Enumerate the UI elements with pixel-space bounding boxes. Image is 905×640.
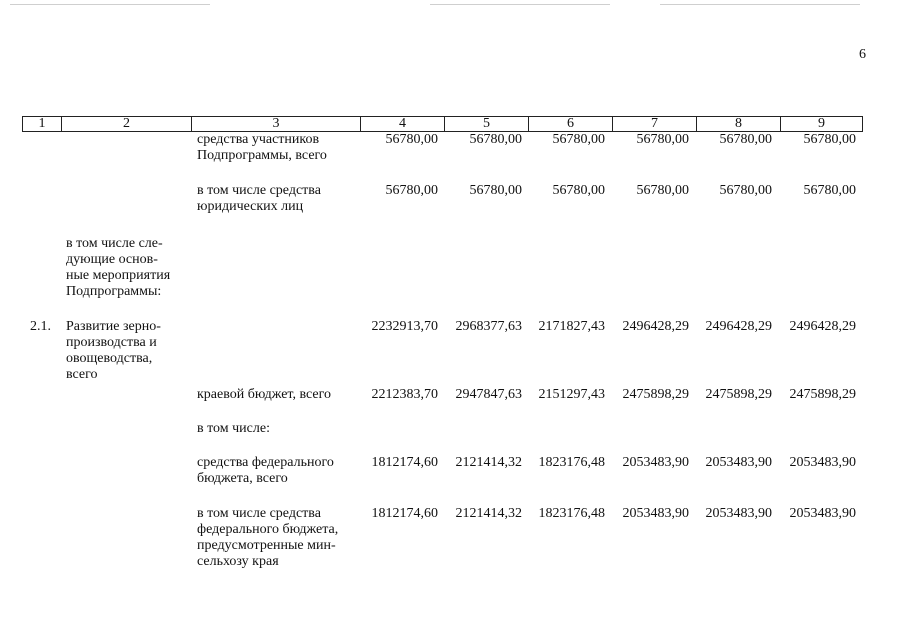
row-value-col9: 2053483,90 bbox=[789, 455, 856, 470]
row-value-col9: 56780,00 bbox=[803, 183, 856, 198]
header-col-1: 1 bbox=[22, 116, 61, 132]
row-source: средства федерального бюджета, всего bbox=[197, 455, 334, 486]
row-name: Развитие зерно- производства и овощеводства, всего bbox=[66, 319, 161, 382]
row-value-col5: 2968377,63 bbox=[455, 319, 522, 334]
scan-artifact bbox=[430, 4, 610, 5]
row-value-col4: 2212383,70 bbox=[371, 387, 438, 402]
row-value-col4: 1812174,60 bbox=[371, 455, 438, 470]
row-value-col5: 2121414,32 bbox=[455, 506, 522, 521]
header-col-5: 5 bbox=[444, 116, 528, 132]
row-value-col9: 2053483,90 bbox=[789, 506, 856, 521]
scan-artifact bbox=[10, 4, 210, 5]
row-value-col7: 56780,00 bbox=[636, 132, 689, 147]
row-source: в том числе средства юридических лиц bbox=[197, 183, 321, 214]
row-value-col6: 1823176,48 bbox=[538, 506, 605, 521]
row-value-col9: 56780,00 bbox=[803, 132, 856, 147]
page-number: 6 bbox=[859, 47, 866, 62]
row-value-col6: 56780,00 bbox=[552, 183, 605, 198]
row-value-col5: 56780,00 bbox=[469, 183, 522, 198]
row-value-col8: 56780,00 bbox=[719, 132, 772, 147]
row-value-col5: 2121414,32 bbox=[455, 455, 522, 470]
row-value-col4: 56780,00 bbox=[385, 183, 438, 198]
row-source: краевой бюджет, всего bbox=[197, 387, 332, 402]
row-value-col6: 1823176,48 bbox=[538, 455, 605, 470]
row-value-col5: 2947847,63 bbox=[455, 387, 522, 402]
row-source: средства участников Подпрограммы, всего bbox=[197, 132, 327, 163]
row-value-col6: 56780,00 bbox=[552, 132, 605, 147]
row-value-col6: 2171827,43 bbox=[538, 319, 605, 334]
row-value-col4: 2232913,70 bbox=[371, 319, 438, 334]
row-value-col8: 56780,00 bbox=[719, 183, 772, 198]
row-source: в том числе: bbox=[197, 421, 270, 436]
row-value-col7: 2475898,29 bbox=[622, 387, 689, 402]
header-col-8: 8 bbox=[696, 116, 780, 132]
row-value-col8: 2475898,29 bbox=[705, 387, 772, 402]
row-source: в том числе средства федерального бюджета, предусмотренные мин- сельхозу края bbox=[197, 506, 339, 569]
header-col-4: 4 bbox=[360, 116, 444, 132]
row-value-col7: 2053483,90 bbox=[622, 506, 689, 521]
scan-artifact bbox=[660, 4, 860, 5]
header-col-3: 3 bbox=[191, 116, 360, 132]
row-value-col8: 2053483,90 bbox=[705, 506, 772, 521]
row-value-col4: 1812174,60 bbox=[371, 506, 438, 521]
row-name: в том числе сле- дующие основ- ные мероприятия Подпрограммы: bbox=[66, 236, 171, 299]
row-value-col6: 2151297,43 bbox=[538, 387, 605, 402]
row-value-col7: 56780,00 bbox=[636, 183, 689, 198]
row-value-col9: 2496428,29 bbox=[789, 319, 856, 334]
header-col-9: 9 bbox=[780, 116, 863, 132]
header-col-2: 2 bbox=[61, 116, 191, 132]
row-value-col7: 2496428,29 bbox=[622, 319, 689, 334]
row-value-col5: 56780,00 bbox=[469, 132, 522, 147]
row-value-col8: 2496428,29 bbox=[705, 319, 772, 334]
row-value-col9: 2475898,29 bbox=[789, 387, 856, 402]
header-col-7: 7 bbox=[612, 116, 696, 132]
row-value-col7: 2053483,90 bbox=[622, 455, 689, 470]
row-number: 2.1. bbox=[30, 319, 51, 334]
header-col-6: 6 bbox=[528, 116, 612, 132]
row-value-col4: 56780,00 bbox=[385, 132, 438, 147]
row-value-col8: 2053483,90 bbox=[705, 455, 772, 470]
